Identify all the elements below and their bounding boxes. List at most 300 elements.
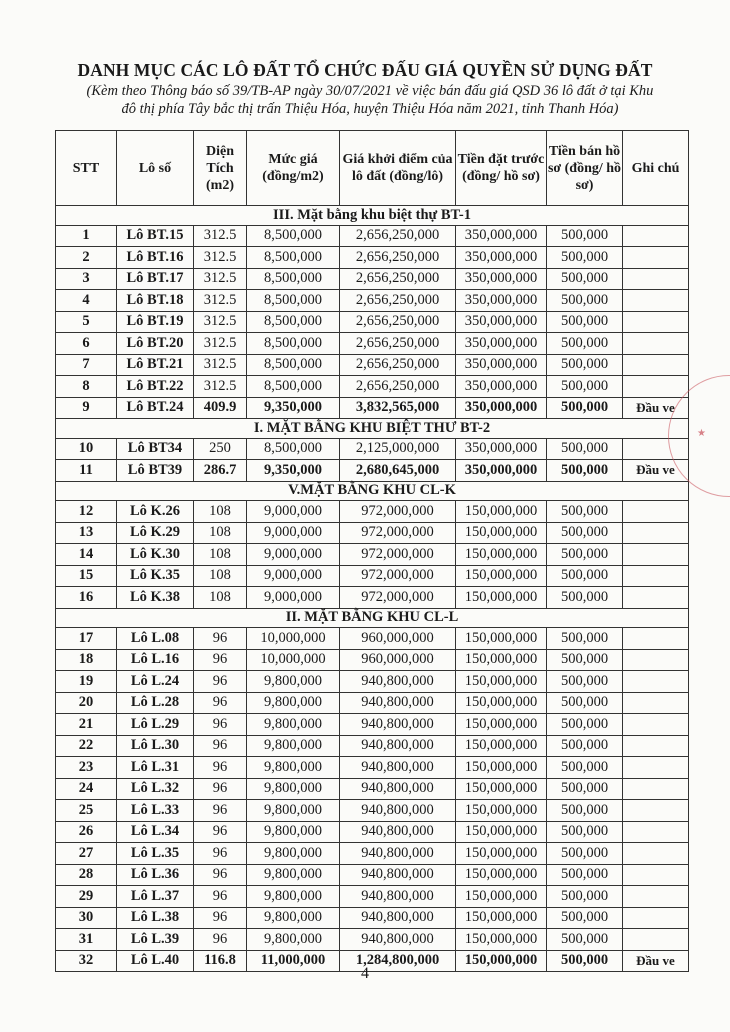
table-row: [56, 671, 689, 693]
dossier-fee-cell: 500,000: [547, 628, 623, 650]
dossier-fee-cell: 500,000: [547, 671, 623, 693]
area-cell: 312.5: [194, 268, 247, 290]
dossier-fee-cell: 500,000: [547, 290, 623, 312]
unit-price-cell: 9,800,000: [247, 800, 340, 822]
stt-cell: 19: [56, 671, 117, 693]
unit-price-cell: 8,500,000: [247, 333, 340, 355]
table-row: [56, 735, 689, 757]
stt-cell: 13: [56, 522, 117, 544]
table-row: [56, 757, 689, 779]
column-header: STT: [56, 131, 117, 206]
starting-price-cell: 2,656,250,000: [340, 333, 456, 355]
section-title: II. MẶT BẰNG KHU CL-L: [56, 608, 689, 628]
note-cell: [623, 692, 689, 714]
dossier-fee-cell: 500,000: [547, 843, 623, 865]
note-cell: [623, 247, 689, 269]
starting-price-cell: 960,000,000: [340, 628, 456, 650]
deposit-cell: 150,000,000: [456, 649, 547, 671]
starting-price-cell: 2,656,250,000: [340, 311, 456, 333]
note-cell: [623, 354, 689, 376]
unit-price-cell: 9,350,000: [247, 460, 340, 482]
starting-price-cell: 940,800,000: [340, 800, 456, 822]
deposit-cell: 350,000,000: [456, 225, 547, 247]
stt-cell: 6: [56, 333, 117, 355]
document-title: DANH MỤC CÁC LÔ ĐẤT TỔ CHỨC ĐẤU GIÁ QUYỀN SỬ DỤNG ĐẤT: [77, 60, 653, 80]
stt-cell: 5: [56, 311, 117, 333]
note-cell: [623, 311, 689, 333]
table-row: [56, 886, 689, 908]
unit-price-cell: 11,000,000: [247, 950, 340, 972]
deposit-cell: 150,000,000: [456, 950, 547, 972]
table-row: [56, 649, 689, 671]
lot-cell: Lô L.39: [117, 929, 194, 951]
lot-cell: Lô BT.16: [117, 247, 194, 269]
area-cell: 96: [194, 671, 247, 693]
stt-cell: 28: [56, 864, 117, 886]
stt-cell: 32: [56, 950, 117, 972]
table-row: [56, 821, 689, 843]
stt-cell: 8: [56, 376, 117, 398]
area-cell: 108: [194, 544, 247, 566]
starting-price-cell: 940,800,000: [340, 778, 456, 800]
deposit-cell: 150,000,000: [456, 800, 547, 822]
lot-cell: Lô L.31: [117, 757, 194, 779]
deposit-cell: 350,000,000: [456, 290, 547, 312]
unit-price-cell: 8,500,000: [247, 438, 340, 460]
lot-cell: Lô L.37: [117, 886, 194, 908]
dossier-fee-cell: 500,000: [547, 587, 623, 609]
unit-price-cell: 8,500,000: [247, 290, 340, 312]
dossier-fee-cell: 500,000: [547, 354, 623, 376]
stt-cell: 4: [56, 290, 117, 312]
deposit-cell: 350,000,000: [456, 247, 547, 269]
table-row: [56, 628, 689, 650]
deposit-cell: 150,000,000: [456, 886, 547, 908]
starting-price-cell: 972,000,000: [340, 522, 456, 544]
note-cell: [623, 929, 689, 951]
stt-cell: 21: [56, 714, 117, 736]
table-row: [56, 225, 689, 247]
dossier-fee-cell: 500,000: [547, 247, 623, 269]
table-row: [56, 565, 689, 587]
note-cell: [623, 735, 689, 757]
dossier-fee-cell: 500,000: [547, 311, 623, 333]
lot-cell: Lô L.24: [117, 671, 194, 693]
unit-price-cell: 9,800,000: [247, 778, 340, 800]
deposit-cell: 350,000,000: [456, 268, 547, 290]
lot-cell: Lô BT.19: [117, 311, 194, 333]
deposit-cell: 150,000,000: [456, 501, 547, 523]
dossier-fee-cell: 500,000: [547, 460, 623, 482]
starting-price-cell: 972,000,000: [340, 544, 456, 566]
unit-price-cell: 10,000,000: [247, 649, 340, 671]
dossier-fee-cell: 500,000: [547, 907, 623, 929]
starting-price-cell: 2,656,250,000: [340, 225, 456, 247]
area-cell: 312.5: [194, 225, 247, 247]
area-cell: 96: [194, 843, 247, 865]
table-row: [56, 376, 689, 398]
note-cell: [623, 714, 689, 736]
area-cell: 96: [194, 649, 247, 671]
deposit-cell: 150,000,000: [456, 714, 547, 736]
area-cell: 250: [194, 438, 247, 460]
lot-cell: Lô L.08: [117, 628, 194, 650]
lot-cell: Lô L.29: [117, 714, 194, 736]
starting-price-cell: 2,125,000,000: [340, 438, 456, 460]
table-row: [56, 692, 689, 714]
area-cell: 108: [194, 501, 247, 523]
dossier-fee-cell: 500,000: [547, 397, 623, 419]
note-cell: [623, 671, 689, 693]
note-cell: [623, 333, 689, 355]
unit-price-cell: 9,800,000: [247, 821, 340, 843]
area-cell: 312.5: [194, 333, 247, 355]
stt-cell: 22: [56, 735, 117, 757]
lot-cell: Lô BT.22: [117, 376, 194, 398]
stt-cell: 7: [56, 354, 117, 376]
table-row: [56, 778, 689, 800]
lot-cell: Lô L.16: [117, 649, 194, 671]
unit-price-cell: 9,800,000: [247, 843, 340, 865]
note-cell: [623, 843, 689, 865]
area-cell: 96: [194, 714, 247, 736]
area-cell: 108: [194, 587, 247, 609]
stt-cell: 27: [56, 843, 117, 865]
note-cell: [623, 225, 689, 247]
page-number: 4: [361, 965, 369, 982]
starting-price-cell: 940,800,000: [340, 757, 456, 779]
starting-price-cell: 940,800,000: [340, 929, 456, 951]
area-cell: 312.5: [194, 376, 247, 398]
dossier-fee-cell: 500,000: [547, 268, 623, 290]
lot-cell: Lô K.26: [117, 501, 194, 523]
table-row: [56, 333, 689, 355]
table-row: [56, 929, 689, 951]
starting-price-cell: 960,000,000: [340, 649, 456, 671]
section-header-row: [56, 481, 689, 501]
stt-cell: 31: [56, 929, 117, 951]
table-row: [56, 864, 689, 886]
note-cell: [623, 886, 689, 908]
lot-cell: Lô L.38: [117, 907, 194, 929]
area-cell: 108: [194, 565, 247, 587]
lot-cell: Lô L.40: [117, 950, 194, 972]
area-cell: 96: [194, 800, 247, 822]
section-header-row: [56, 419, 689, 439]
dossier-fee-cell: 500,000: [547, 886, 623, 908]
lot-cell: Lô K.38: [117, 587, 194, 609]
column-header: Tiền đặt trước (đồng/ hồ sơ): [456, 131, 547, 206]
starting-price-cell: 940,800,000: [340, 692, 456, 714]
stt-cell: 25: [56, 800, 117, 822]
dossier-fee-cell: 500,000: [547, 522, 623, 544]
stt-cell: 15: [56, 565, 117, 587]
note-cell: [623, 544, 689, 566]
dossier-fee-cell: 500,000: [547, 735, 623, 757]
deposit-cell: 150,000,000: [456, 587, 547, 609]
dossier-fee-cell: 500,000: [547, 333, 623, 355]
stt-cell: 9: [56, 397, 117, 419]
dossier-fee-cell: 500,000: [547, 950, 623, 972]
land-lot-table: [55, 130, 689, 972]
lot-cell: Lô L.33: [117, 800, 194, 822]
deposit-cell: 150,000,000: [456, 544, 547, 566]
deposit-cell: 150,000,000: [456, 735, 547, 757]
stt-cell: 29: [56, 886, 117, 908]
table-row: [56, 460, 689, 482]
starting-price-cell: 2,656,250,000: [340, 268, 456, 290]
deposit-cell: 150,000,000: [456, 757, 547, 779]
lot-cell: Lô BT.17: [117, 268, 194, 290]
area-cell: 312.5: [194, 354, 247, 376]
lot-cell: Lô L.32: [117, 778, 194, 800]
note-cell: [623, 522, 689, 544]
table-row: [56, 843, 689, 865]
stt-cell: 26: [56, 821, 117, 843]
unit-price-cell: 9,000,000: [247, 544, 340, 566]
section-title: III. Mặt bằng khu biệt thự BT-1: [56, 206, 689, 226]
section-header-row: [56, 608, 689, 628]
dossier-fee-cell: 500,000: [547, 778, 623, 800]
starting-price-cell: 2,680,645,000: [340, 460, 456, 482]
note-cell: [623, 290, 689, 312]
lot-cell: Lô BT.24: [117, 397, 194, 419]
starting-price-cell: 972,000,000: [340, 565, 456, 587]
starting-price-cell: 940,800,000: [340, 864, 456, 886]
dossier-fee-cell: 500,000: [547, 692, 623, 714]
column-header: Giá khởi điểm của lô đất (đồng/lô): [340, 131, 456, 206]
deposit-cell: 150,000,000: [456, 864, 547, 886]
dossier-fee-cell: 500,000: [547, 757, 623, 779]
unit-price-cell: 9,800,000: [247, 671, 340, 693]
area-cell: 96: [194, 692, 247, 714]
table-row: [56, 354, 689, 376]
table-row: [56, 501, 689, 523]
starting-price-cell: 2,656,250,000: [340, 376, 456, 398]
document-subtitle: [60, 82, 680, 118]
dossier-fee-cell: 500,000: [547, 714, 623, 736]
unit-price-cell: 8,500,000: [247, 376, 340, 398]
starting-price-cell: 940,800,000: [340, 843, 456, 865]
lot-cell: Lô L.35: [117, 843, 194, 865]
deposit-cell: 350,000,000: [456, 460, 547, 482]
unit-price-cell: 9,350,000: [247, 397, 340, 419]
starting-price-cell: 940,800,000: [340, 735, 456, 757]
subtitle-line-2: đô thị phía Tây bắc thị trấn Thiệu Hóa, huyện Thiệu Hóa năm 2021, tỉnh Thanh Hóa): [121, 101, 619, 117]
note-cell: [623, 565, 689, 587]
note-cell: [623, 800, 689, 822]
starting-price-cell: 2,656,250,000: [340, 290, 456, 312]
stt-cell: 12: [56, 501, 117, 523]
unit-price-cell: 8,500,000: [247, 311, 340, 333]
unit-price-cell: 9,800,000: [247, 886, 340, 908]
area-cell: 312.5: [194, 311, 247, 333]
table-row: [56, 907, 689, 929]
unit-price-cell: 9,000,000: [247, 587, 340, 609]
unit-price-cell: 9,800,000: [247, 864, 340, 886]
dossier-fee-cell: 500,000: [547, 544, 623, 566]
starting-price-cell: 972,000,000: [340, 587, 456, 609]
area-cell: 116.8: [194, 950, 247, 972]
note-cell: [623, 376, 689, 398]
stt-cell: 23: [56, 757, 117, 779]
dossier-fee-cell: 500,000: [547, 800, 623, 822]
stt-cell: 11: [56, 460, 117, 482]
starting-price-cell: 2,656,250,000: [340, 354, 456, 376]
note-cell: [623, 821, 689, 843]
section-header-row: [56, 206, 689, 226]
table-row: [56, 587, 689, 609]
table-row: [56, 522, 689, 544]
deposit-cell: 150,000,000: [456, 778, 547, 800]
area-cell: 96: [194, 757, 247, 779]
area-cell: 96: [194, 929, 247, 951]
dossier-fee-cell: 500,000: [547, 864, 623, 886]
stamp-star-icon: ★: [697, 428, 706, 439]
unit-price-cell: 9,000,000: [247, 565, 340, 587]
note-cell: [623, 268, 689, 290]
area-cell: 96: [194, 735, 247, 757]
unit-price-cell: 9,800,000: [247, 692, 340, 714]
deposit-cell: 350,000,000: [456, 438, 547, 460]
deposit-cell: 350,000,000: [456, 311, 547, 333]
area-cell: 96: [194, 864, 247, 886]
column-header: Lô số: [117, 131, 194, 206]
table-row: [56, 438, 689, 460]
lot-cell: Lô BT.21: [117, 354, 194, 376]
note-cell: Đầu ve: [623, 397, 689, 419]
unit-price-cell: 8,500,000: [247, 354, 340, 376]
table-row: [56, 247, 689, 269]
area-cell: 409.9: [194, 397, 247, 419]
stt-cell: 14: [56, 544, 117, 566]
area-cell: 108: [194, 522, 247, 544]
stt-cell: 17: [56, 628, 117, 650]
unit-price-cell: 9,800,000: [247, 929, 340, 951]
area-cell: 312.5: [194, 247, 247, 269]
lot-cell: Lô BT34: [117, 438, 194, 460]
note-cell: [623, 864, 689, 886]
lot-cell: Lô BT39: [117, 460, 194, 482]
lot-cell: Lô L.30: [117, 735, 194, 757]
lot-cell: Lô L.36: [117, 864, 194, 886]
stt-cell: 3: [56, 268, 117, 290]
area-cell: 286.7: [194, 460, 247, 482]
dossier-fee-cell: 500,000: [547, 649, 623, 671]
note-cell: [623, 587, 689, 609]
deposit-cell: 150,000,000: [456, 628, 547, 650]
column-header: Tiền bán hồ sơ (đồng/ hồ sơ): [547, 131, 623, 206]
starting-price-cell: 972,000,000: [340, 501, 456, 523]
starting-price-cell: 940,800,000: [340, 671, 456, 693]
deposit-cell: 150,000,000: [456, 671, 547, 693]
starting-price-cell: 1,284,800,000: [340, 950, 456, 972]
deposit-cell: 350,000,000: [456, 333, 547, 355]
lot-cell: Lô K.29: [117, 522, 194, 544]
dossier-fee-cell: 500,000: [547, 565, 623, 587]
deposit-cell: 150,000,000: [456, 843, 547, 865]
starting-price-cell: 940,800,000: [340, 821, 456, 843]
table-row: [56, 397, 689, 419]
area-cell: 96: [194, 778, 247, 800]
note-cell: [623, 501, 689, 523]
unit-price-cell: 9,800,000: [247, 907, 340, 929]
table-row: [56, 544, 689, 566]
unit-price-cell: 9,000,000: [247, 522, 340, 544]
note-cell: [623, 757, 689, 779]
starting-price-cell: 940,800,000: [340, 886, 456, 908]
lot-cell: Lô K.30: [117, 544, 194, 566]
dossier-fee-cell: 500,000: [547, 438, 623, 460]
stt-cell: 18: [56, 649, 117, 671]
lot-cell: Lô L.34: [117, 821, 194, 843]
unit-price-cell: 9,000,000: [247, 501, 340, 523]
unit-price-cell: 9,800,000: [247, 714, 340, 736]
lot-cell: Lô BT.18: [117, 290, 194, 312]
lot-cell: Lô L.28: [117, 692, 194, 714]
dossier-fee-cell: 500,000: [547, 501, 623, 523]
deposit-cell: 150,000,000: [456, 929, 547, 951]
stt-cell: 20: [56, 692, 117, 714]
section-title: I. MẶT BẰNG KHU BIỆT THƯ BT-2: [56, 419, 689, 439]
table-header-row: [56, 131, 689, 206]
lot-cell: Lô BT.15: [117, 225, 194, 247]
section-title: V.MẶT BẰNG KHU CL-K: [56, 481, 689, 501]
note-cell: Đầu ve: [623, 950, 689, 972]
stt-cell: 16: [56, 587, 117, 609]
starting-price-cell: 2,656,250,000: [340, 247, 456, 269]
unit-price-cell: 8,500,000: [247, 225, 340, 247]
column-header: Diện Tích (m2): [194, 131, 247, 206]
dossier-fee-cell: 500,000: [547, 929, 623, 951]
unit-price-cell: 8,500,000: [247, 247, 340, 269]
unit-price-cell: 9,800,000: [247, 757, 340, 779]
note-cell: [623, 628, 689, 650]
table-row: [56, 800, 689, 822]
table-row: [56, 268, 689, 290]
area-cell: 96: [194, 886, 247, 908]
dossier-fee-cell: 500,000: [547, 376, 623, 398]
lot-cell: Lô BT.20: [117, 333, 194, 355]
unit-price-cell: 9,800,000: [247, 735, 340, 757]
deposit-cell: 350,000,000: [456, 354, 547, 376]
deposit-cell: 350,000,000: [456, 376, 547, 398]
deposit-cell: 150,000,000: [456, 692, 547, 714]
deposit-cell: 150,000,000: [456, 907, 547, 929]
table-row: [56, 290, 689, 312]
stt-cell: 24: [56, 778, 117, 800]
note-cell: [623, 778, 689, 800]
dossier-fee-cell: 500,000: [547, 225, 623, 247]
deposit-cell: 150,000,000: [456, 565, 547, 587]
starting-price-cell: 3,832,565,000: [340, 397, 456, 419]
lot-cell: Lô K.35: [117, 565, 194, 587]
stt-cell: 1: [56, 225, 117, 247]
note-cell: Đầu ve: [623, 460, 689, 482]
dossier-fee-cell: 500,000: [547, 821, 623, 843]
deposit-cell: 350,000,000: [456, 397, 547, 419]
subtitle-line-1: (Kèm theo Thông báo số 39/TB-AP ngày 30/07/2021 về việc bán đấu giá QSD 36 lô đất ở tại Khu: [86, 83, 654, 99]
area-cell: 312.5: [194, 290, 247, 312]
table-row: [56, 311, 689, 333]
column-header: Ghi chú: [623, 131, 689, 206]
deposit-cell: 150,000,000: [456, 821, 547, 843]
column-header: Mức giá (đồng/m2): [247, 131, 340, 206]
starting-price-cell: 940,800,000: [340, 907, 456, 929]
stt-cell: 10: [56, 438, 117, 460]
deposit-cell: 150,000,000: [456, 522, 547, 544]
area-cell: 96: [194, 907, 247, 929]
